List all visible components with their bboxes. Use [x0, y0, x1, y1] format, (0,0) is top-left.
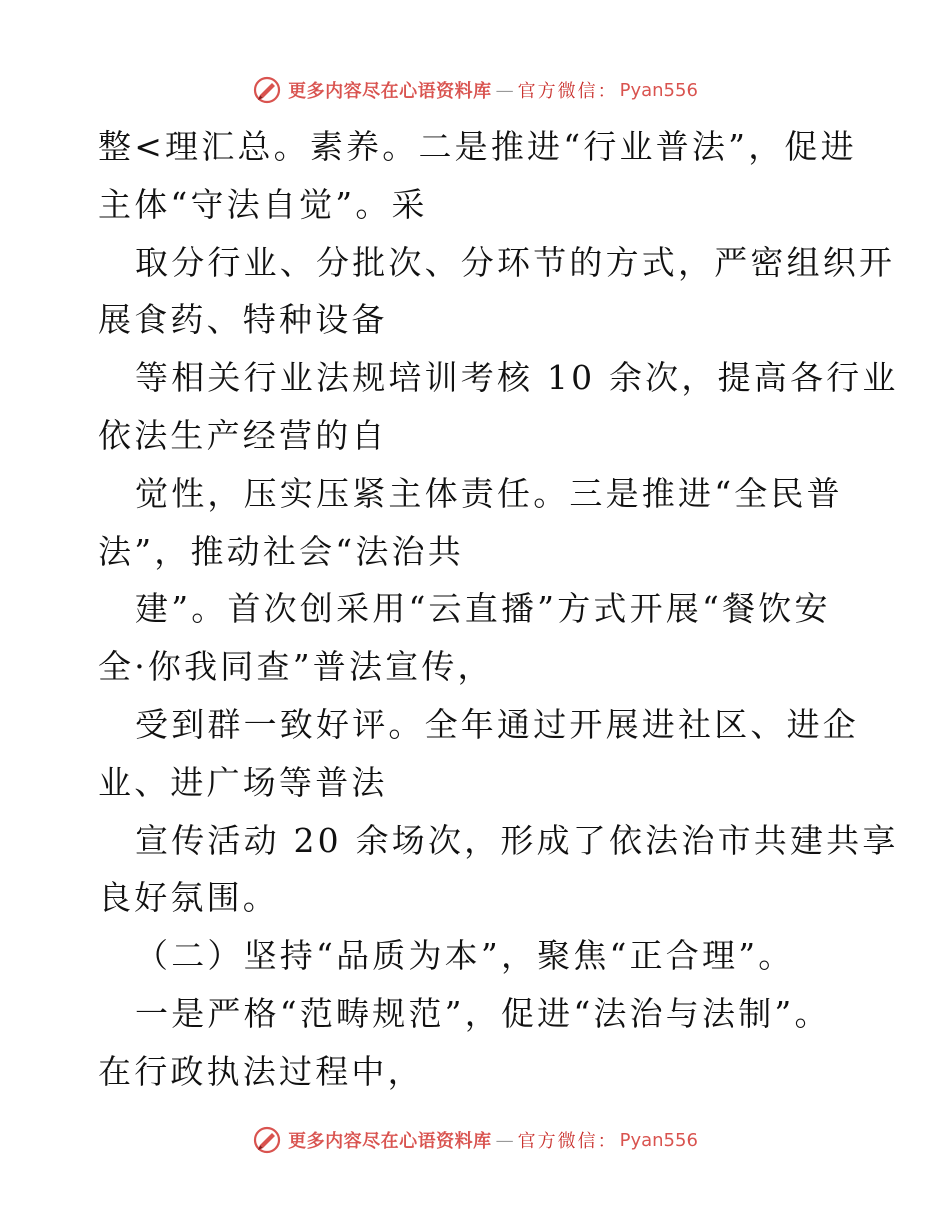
body-line-1: 整<理汇总。素养。二是推进“行业普法”，促进 — [98, 127, 857, 166]
body-line-2: 主体“守法自觉”。采 — [98, 184, 428, 224]
page-footer — [0, 1120, 950, 1160]
document-body — [98, 118, 899, 1101]
body-line-9: 建”。首次创采用“云直播”方式开展“餐饮安 — [135, 589, 831, 629]
body-line-11: 受到群一致好评。全年通过开展进社区、进企 — [135, 704, 859, 744]
section-heading: （二）坚持“品质为本”，聚焦“正合理”。 — [135, 936, 795, 976]
body-line-3: 取分行业、分批次、分环节的方式，严密组织开 — [135, 242, 896, 282]
body-line-10: 全·你我同查”普法宣传， — [98, 647, 494, 687]
body-line-6: 依法生产经营的自 — [98, 415, 388, 455]
body-line-13: 宣传活动 20 余场次，形成了依法治市共建共享 — [135, 820, 899, 860]
footer-contact-label: 官方微信： — [517, 1131, 618, 1152]
body-line-5: 等相关行业法规培训考核 10 余次，提高各行业 — [135, 358, 899, 398]
body-line-4: 展食药、特种设备 — [98, 300, 388, 340]
footer-dash: — — [495, 1129, 514, 1151]
body-line-14: 良好氛围。 — [98, 878, 279, 918]
header-dash: — — [495, 79, 514, 101]
body-line-8: 法”，推动社会“法治共 — [98, 531, 464, 571]
header-contact-id: Pyan556 — [619, 79, 698, 101]
header-contact-label: 官方微信： — [517, 81, 618, 102]
body-line-16: 一是严格“范畴规范”，促进“法治与法制”。 — [135, 993, 831, 1033]
header-brand-text: 更多内容尽在心语资料库 — [288, 81, 492, 102]
body-line-12: 业、进广场等普法 — [98, 762, 388, 802]
pen-logo-icon — [252, 75, 282, 105]
footer-brand-text: 更多内容尽在心语资料库 — [288, 1131, 492, 1152]
pen-logo-icon — [252, 1125, 282, 1155]
body-line-17: 在行政执法过程中， — [98, 1051, 424, 1091]
body-line-7: 觉性，压实压紧主体责任。三是推进“全民普 — [135, 473, 843, 513]
footer-contact-id: Pyan556 — [619, 1129, 698, 1151]
page-header — [0, 70, 950, 110]
